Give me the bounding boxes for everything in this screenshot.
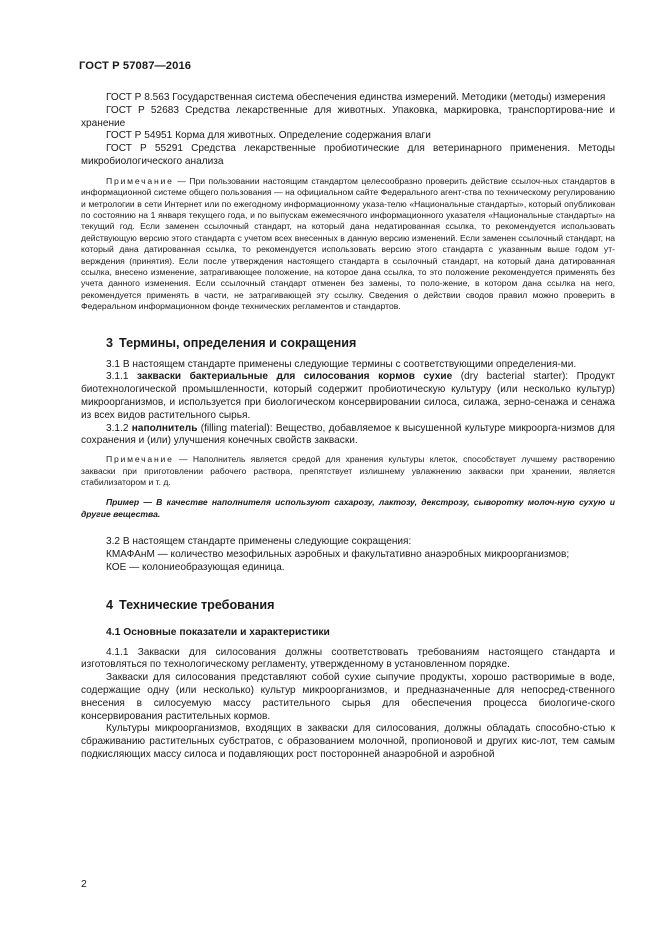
reference-item: ГОСТ Р 54951 Корма для животных. Определение содержания влаги <box>106 130 431 142</box>
subsection-title: Основные показатели и характеристики <box>123 626 330 638</box>
term: закваски бактериальные для силосования кормов сухие <box>136 371 453 383</box>
abbreviation: КОЕ — колониеобразующая единица. <box>106 561 285 573</box>
definition: (filling material): Вещество, добавляемое к высушенной культуре микроорга-низмов для сохранения и (или) улучшения конечных свойств закваски. <box>81 422 615 447</box>
clause-3-1-1 <box>81 371 615 422</box>
clause-number: 3.1.1 <box>106 371 137 383</box>
clause-3-1-2 <box>81 423 615 449</box>
reference-item: ГОСТ Р 8.563 Государственная система обеспечения единства измерений. Методики (методы) измерения <box>106 92 606 103</box>
paragraph: Культуры микроорганизмов, входящих в закваски для силосования, должны обладать способно-стью к сбраживанию растительных субстратов, с образованием молочной, пропионовой и других кис-лот, тем самым подкисляющих массу силоса и подавляющих рост посторонней анаэробной и аэробной <box>81 723 615 761</box>
note-label: Примечание <box>106 175 174 186</box>
clause-3-1: 3.1 В настоящем стандарте применены следующие термины с соответствующими определения-ми. <box>106 358 577 370</box>
definition: (dry bacterial starter): Продукт биотехнологической промышленности, который содержит пробиотическую культуру (или несколько культур) микроорганизмов, и используется при биологическом консервировании силоса, силажа, зерно-сенажа и сенажа из всех видов растительного сырья. <box>81 371 615 421</box>
section-number: 4 <box>106 597 114 612</box>
section-3-heading <box>106 336 615 350</box>
note-references <box>81 176 615 313</box>
page-content <box>81 92 615 762</box>
subsection-number: 4.1 <box>106 626 121 638</box>
document-header: ГОСТ Р 57087—2016 <box>79 60 192 72</box>
example: Пример — В качестве наполнителя используют сахарозу, лактозу, декстрозу, сыворотку молоч-ную сухую и другие вещества. <box>81 497 615 519</box>
term: наполнитель <box>131 422 198 434</box>
paragraph: Закваски для силосования представляют собой сухие сыпучие продукты, хорошо растворимые в воде, содержащие одну (или несколько) культур микроорганизмов, и предназначенные для непосред-ственного внесения в силосуемую массу растительного сырья для обеспечения процесса биологиче-ского консервирования растительных кормов. <box>81 672 615 722</box>
clause-3-2: 3.2 В настоящем стандарте применены следующие сокращения: <box>106 536 412 548</box>
subsection-4-1-heading <box>106 627 615 638</box>
section-title: Технические требования <box>119 597 275 612</box>
note-text: — Наполнитель является средой для хранения культуры клеток, способствует лучшему растворению закваски при приготовлении рабочего раствора, препятствует излишнему увлажнению закваски при хранении, является стабилизатором и т. д. <box>81 454 615 488</box>
note-label: Примечание <box>106 454 174 465</box>
section-title: Термины, определения и сокращения <box>119 335 357 350</box>
clause-number: 3.1.2 <box>106 422 132 434</box>
section-4-heading <box>106 598 615 612</box>
note-text: — При пользовании настоящим стандартом целесообразно проверить действие ссылоч-ных стандартов в информационной системе общего пользования — на официальном сайте Федерального агент-ства по техническому регулированию и метрологии в сети Интернет или по ежегодному информационному указа-телю «Национальные стандарты», который опубликован по состоянию на 1 января текущего года, и по выпускам ежемесячного информационного указателя «Национальные стандарты» на текущий год. Если заменен ссылочный стандарт, на который дана недатированная ссылка, то рекомендуется использовать действующую версию этого стандарта с учетом всех внесенных в данную версию изменений. Если заменен ссылочный стандарт, на который дана датированная ссылка, то рекомендуется использовать версию этого стандарта с указанным выше годом ут-верждения (принятия). Если после утверждения настоящего стандарта в ссылочный стандарт, на который дана датированная ссылка, внесено изменение, затрагивающее положение, на которое дана ссылка, то это положение рекомендуется применять без учета данного изменения. Если ссылочный стандарт отменен без замены, то поло-жение, в котором дана ссылка на него, рекомендуется применять в части, не затрагивающей эту ссылку. Сведения о действии сводов правил можно проверить в Федеральном информационном фонде технических регламентов и стандартов. <box>81 175 615 312</box>
reference-item: ГОСТ Р 52683 Средства лекарственные для животных. Упаковка, маркировка, транспортирова-ние и хранение <box>81 104 615 129</box>
section-number: 3 <box>106 335 114 350</box>
note-filler <box>81 454 615 488</box>
reference-item: ГОСТ Р 55291 Средства лекарственные пробиотические для ветеринарного применения. Методы микробиологического анализа <box>81 143 615 167</box>
clause-4-1-1: 4.1.1 Закваски для силосования должны соответствовать требованиям настоящего стандарта и изготовляться по технологическому регламенту, утвержденному в установленном порядке. <box>81 646 615 671</box>
abbreviation: КМАФАнМ — количество мезофильных аэробных и факультативно анаэробных микроорганизмов; <box>106 549 570 561</box>
page-number: 2 <box>81 878 87 890</box>
